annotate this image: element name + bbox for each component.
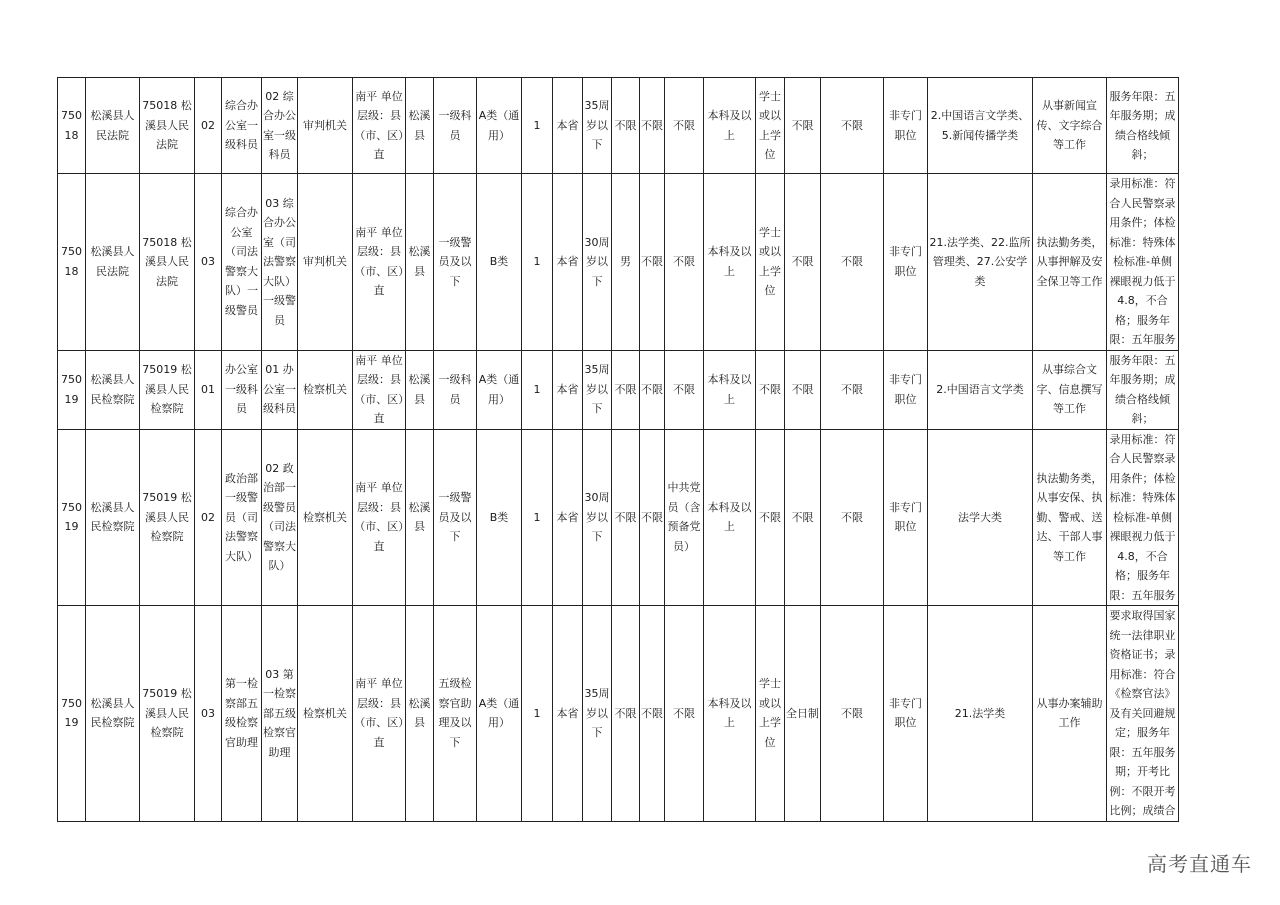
degree-cell: 不限 [756,350,785,429]
count-cell: 1 [522,429,553,606]
study-mode-cell: 全日制 [785,606,821,822]
gender-cell: 不限 [612,78,640,174]
post-code-name-cell: 01 办公室一级科员 [262,350,298,429]
study-mode-cell: 不限 [785,78,821,174]
post-name-cell: 政治部一级警员（司法警察大队） [222,429,262,606]
area-cell: 松溪县 [406,350,434,429]
level-cell: 南平 单位层级：县（市、区）直 [353,606,406,822]
level-cell: 南平 单位层级：县（市、区）直 [353,429,406,606]
age-cell: 30周岁以下 [583,429,612,606]
politics-cell: 不限 [665,78,704,174]
degree-cell: 不限 [756,429,785,606]
politics-cell: 不限 [665,350,704,429]
notes-cell: 录用标准：符合人民警察录用条件；体检标准：特殊体检标准-单侧裸眼视力低于4.8，不合格；服务年限：五年服务 [1107,174,1179,351]
count-cell: 1 [522,350,553,429]
education-cell: 本科及以上 [704,429,756,606]
ethnicity-cell: 不限 [640,78,665,174]
category-cell: B类 [477,429,522,606]
politics-cell: 中共党员（含预备党员） [665,429,704,606]
table-row [58,78,1179,174]
org-type-cell: 检察机关 [298,606,353,822]
post-type-cell: 非专门职位 [884,78,928,174]
post-no-cell: 01 [195,350,222,429]
major-cell: 21.法学类、22.监所管理类、27.公安学类 [928,174,1033,351]
household-cell: 本省 [553,78,583,174]
post-code-name-cell: 02 综合办公室一级科员 [262,78,298,174]
dept-cell: 松溪县人民检察院 [86,350,140,429]
area-cell: 松溪县 [406,429,434,606]
duties-cell: 从事办案辅助工作 [1033,606,1107,822]
count-cell: 1 [522,606,553,822]
rank-cell: 一级警员及以下 [434,174,477,351]
recruitment-table [57,77,1179,822]
duties-cell: 执法勤务类，从事押解及安全保卫等工作 [1033,174,1107,351]
notes-cell: 服务年限：五年服务期；成绩合格线倾斜； [1107,78,1179,174]
major-cell: 2.中国语言文学类、5.新闻传播学类 [928,78,1033,174]
code-cell: 75019 [58,606,86,822]
post-code-name-cell: 03 第一检察部五级检察官助理 [262,606,298,822]
dept-cell: 松溪县人民法院 [86,78,140,174]
post-type-cell: 非专门职位 [884,429,928,606]
rank-cell: 一级科员 [434,350,477,429]
org-type-cell: 检察机关 [298,350,353,429]
post-no-cell: 03 [195,174,222,351]
post-name-cell: 第一检察部五级检察官助理 [222,606,262,822]
dept-code-name-cell: 75019 松溪县人民检察院 [140,606,195,822]
area-cell: 松溪县 [406,78,434,174]
post-code-name-cell: 02 政治部一级警员（司法警察大队） [262,429,298,606]
duties-cell: 从事新闻宣传、文字综合等工作 [1033,78,1107,174]
ethnicity-cell: 不限 [640,174,665,351]
post-name-cell: 综合办公室一级科员 [222,78,262,174]
age-cell: 35周岁以下 [583,350,612,429]
dept-cell: 松溪县人民检察院 [86,429,140,606]
post-type-cell: 非专门职位 [884,606,928,822]
study-mode-cell: 不限 [785,350,821,429]
category-cell: A类（通用） [477,350,522,429]
household-cell: 本省 [553,429,583,606]
code-cell: 75018 [58,174,86,351]
post-no-cell: 03 [195,606,222,822]
dept-code-name-cell: 75019 松溪县人民检察院 [140,429,195,606]
table-row [58,429,1179,606]
ethnicity-cell: 不限 [640,350,665,429]
age-cell: 35周岁以下 [583,78,612,174]
post-name-cell: 综合办公室（司法警察大队）一级警员 [222,174,262,351]
rank-cell: 一级科员 [434,78,477,174]
education-cell: 本科及以上 [704,350,756,429]
org-type-cell: 审判机关 [298,174,353,351]
gender-cell: 不限 [612,350,640,429]
age-cell: 30周岁以下 [583,174,612,351]
post-no-cell: 02 [195,78,222,174]
dept-cell: 松溪县人民检察院 [86,606,140,822]
duties-cell: 从事综合文字、信息撰写等工作 [1033,350,1107,429]
table-row [58,174,1179,351]
level-cell: 南平 单位层级：县（市、区）直 [353,78,406,174]
education-cell: 本科及以上 [704,174,756,351]
rank-cell: 一级警员及以下 [434,429,477,606]
study-mode-cell: 不限 [785,174,821,351]
level-cell: 南平 单位层级：县（市、区）直 [353,174,406,351]
area-cell: 松溪县 [406,174,434,351]
notes-cell: 服务年限：五年服务期；成绩合格线倾斜； [1107,350,1179,429]
household-cell: 本省 [553,350,583,429]
dept-code-name-cell: 75019 松溪县人民检察院 [140,350,195,429]
politics-cell: 不限 [665,606,704,822]
degree-cell: 学士或以上学位 [756,606,785,822]
degree-cell: 学士或以上学位 [756,78,785,174]
level-cell: 南平 单位层级：县（市、区）直 [353,350,406,429]
ethnicity-cell: 不限 [640,606,665,822]
dept-code-name-cell: 75018 松溪县人民法院 [140,174,195,351]
duties-cell: 执法勤务类，从事安保、执勤、警戒、送达、干部人事等工作 [1033,429,1107,606]
post-type-cell: 非专门职位 [884,174,928,351]
table-row [58,350,1179,429]
age-cell: 35周岁以下 [583,606,612,822]
code-cell: 75018 [58,78,86,174]
table-row [58,606,1179,822]
education-cell: 本科及以上 [704,78,756,174]
experience-cell: 不限 [821,429,884,606]
major-cell: 2.中国语言文学类 [928,350,1033,429]
major-cell: 21.法学类 [928,606,1033,822]
post-name-cell: 办公室一级科员 [222,350,262,429]
area-cell: 松溪县 [406,606,434,822]
dept-cell: 松溪县人民法院 [86,174,140,351]
notes-cell: 录用标准：符合人民警察录用条件；体检标准：特殊体检标准-单侧裸眼视力低于4.8，不合格；服务年限：五年服务 [1107,429,1179,606]
household-cell: 本省 [553,606,583,822]
watermark: 高考直通车 [1147,852,1252,876]
category-cell: A类（通用） [477,78,522,174]
rank-cell: 五级检察官助理及以下 [434,606,477,822]
major-cell: 法学大类 [928,429,1033,606]
org-type-cell: 检察机关 [298,429,353,606]
experience-cell: 不限 [821,606,884,822]
experience-cell: 不限 [821,78,884,174]
notes-cell: 要求取得国家统一法律职业资格证书；录用标准：符合《检察官法》及有关回避规定；服务年限：五年服务期；开考比例：不限开考比例；成绩合 [1107,606,1179,822]
post-type-cell: 非专门职位 [884,350,928,429]
degree-cell: 学士或以上学位 [756,174,785,351]
post-code-name-cell: 03 综合办公室（司法警察大队）一级警员 [262,174,298,351]
gender-cell: 不限 [612,429,640,606]
code-cell: 75019 [58,350,86,429]
experience-cell: 不限 [821,350,884,429]
category-cell: A类（通用） [477,606,522,822]
gender-cell: 男 [612,174,640,351]
education-cell: 本科及以上 [704,606,756,822]
ethnicity-cell: 不限 [640,429,665,606]
gender-cell: 不限 [612,606,640,822]
count-cell: 1 [522,174,553,351]
org-type-cell: 审判机关 [298,78,353,174]
politics-cell: 不限 [665,174,704,351]
count-cell: 1 [522,78,553,174]
table-body [58,78,1179,822]
experience-cell: 不限 [821,174,884,351]
study-mode-cell: 不限 [785,429,821,606]
household-cell: 本省 [553,174,583,351]
category-cell: B类 [477,174,522,351]
dept-code-name-cell: 75018 松溪县人民法院 [140,78,195,174]
post-no-cell: 02 [195,429,222,606]
code-cell: 75019 [58,429,86,606]
